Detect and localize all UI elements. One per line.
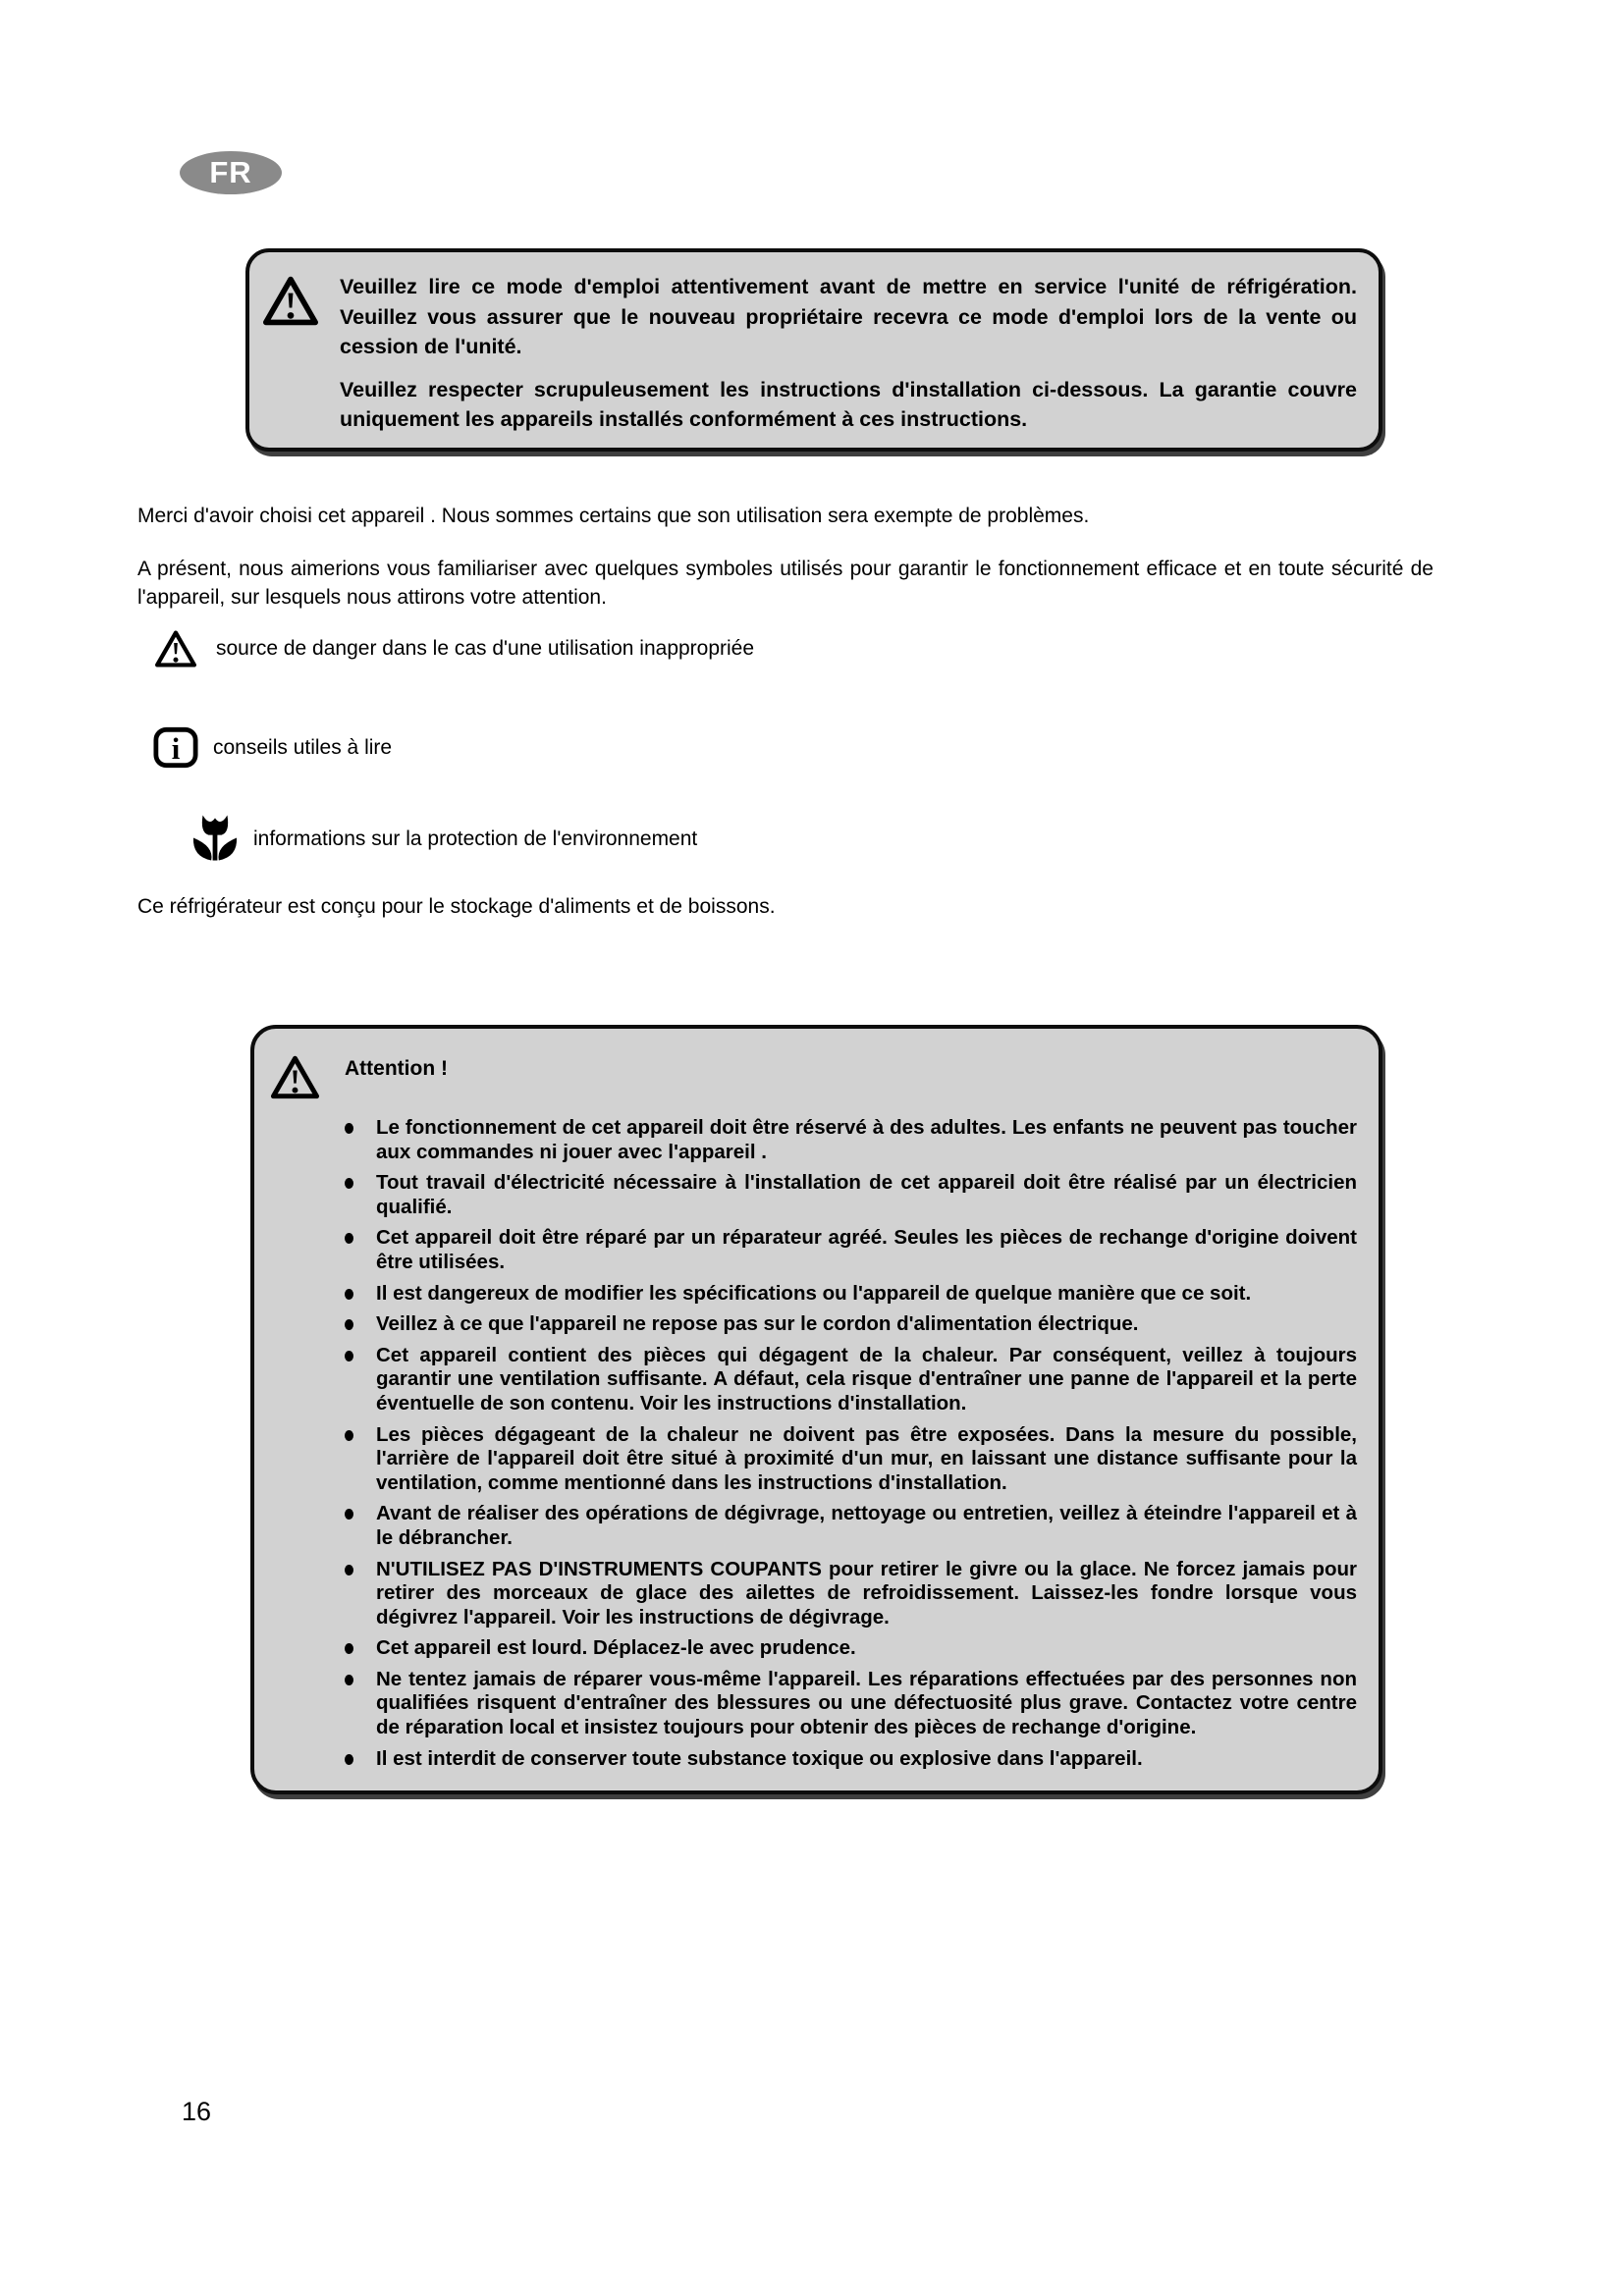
symbol-label: informations sur la protection de l'environnement — [253, 827, 698, 850]
language-badge — [180, 151, 282, 194]
notice-paragraph: Veuillez lire ce mode d'emploi attentivement avant de mettre en service l'unité de réfrigération. Veuillez vous assurer que le nouveau propriétaire recevra ce mode d'emploi lors de la vente ou cession de l'unité. — [340, 275, 1357, 359]
attention-item: Veillez à ce que l'appareil ne repose pas sur le cordon d'alimentation électrique. — [376, 1312, 1357, 1337]
attention-item: Avant de réaliser des opérations de dégivrage, nettoyage ou entretien, veillez à éteindre l'appareil et à le débrancher. — [376, 1502, 1357, 1549]
attention-item: Il est dangereux de modifier les spécifications ou l'appareil de quelque manière que ce soit. — [376, 1282, 1357, 1307]
language-badge-label: FR — [209, 155, 252, 189]
symbol-row-info — [153, 726, 392, 769]
attention-item: Il est interdit de conserver toute substance toxique ou explosive dans l'appareil. — [376, 1747, 1357, 1772]
attention-box — [250, 1025, 1382, 1794]
attention-item: Cet appareil contient des pièces qui dégagent de la chaleur. Par conséquent, veillez à toujours garantir une ventilation suffisante. A défaut, cela risque d'entraîner une panne de l'appareil et la perte éventuelle de son contenu. Voir les instructions d'installation. — [376, 1343, 1357, 1415]
symbol-label: conseils utiles à lire — [213, 735, 393, 759]
attention-item: Tout travail d'électricité nécessaire à l'installation de cet appareil doit être réalisé par un électricien qualifié. — [376, 1171, 1357, 1218]
warning-triangle-icon — [263, 272, 318, 432]
top-notice-text — [340, 272, 1357, 432]
attention-item: Le fonctionnement de cet appareil doit être réservé à des adultes. Les enfants ne peuvent pas toucher aux commandes ni jouer avec l'appareil . — [376, 1116, 1357, 1163]
symbol-row-danger — [155, 624, 754, 673]
attention-header — [266, 1055, 1357, 1099]
purpose-text: Ce réfrigérateur est conçu pour le stockage d'aliments et de boissons. — [137, 895, 776, 918]
attention-title: Attention ! — [345, 1057, 448, 1080]
info-icon — [153, 726, 198, 769]
symbol-row-environment — [192, 815, 697, 863]
notice-paragraph: Veuillez respecter scrupuleusement les instructions d'installation ci-dessous. La garantie couvre uniquement les appareils installés conformément à ces instructions. — [340, 377, 1357, 432]
attention-list — [266, 1116, 1357, 1771]
attention-item: Les pièces dégageant de la chaleur ne doivent pas être exposées. Dans la mesure du possible, l'arrière de l'appareil doit être situé à proximité d'un mur, en laissant une distance suffisante pour la ventilation, comme mentionné dans les instructions d'installation. — [376, 1422, 1357, 1494]
attention-item: Cet appareil doit être réparé par un réparateur agréé. Seules les pièces de rechange d'origine doivent être utilisées. — [376, 1226, 1357, 1273]
attention-item: Ne tentez jamais de réparer vous-même l'appareil. Les réparations effectuées par des personnes non qualifiées risquent d'entraîner des blessures ou une défectuosité plus grave. Contactez votre centre de réparation local et insistez toujours pour obtenir des pièces de rechange d'origine. — [376, 1667, 1357, 1739]
svg-text:i: i — [171, 732, 181, 766]
intro-paragraph: A présent, nous aimerions vous familiariser avec quelques symboles utilisés pour garantir le fonctionnement efficace et en toute sécurité de l'appareil, sur lesquels nous attirons votre attention. — [137, 558, 1434, 609]
attention-item: Cet appareil est lourd. Déplacez-le avec prudence. — [376, 1636, 1357, 1661]
warning-triangle-icon — [155, 624, 196, 673]
warning-triangle-icon — [266, 1055, 324, 1099]
top-notice-box — [245, 248, 1382, 452]
environment-flower-icon — [192, 815, 238, 863]
page-number: 16 — [182, 2097, 212, 2126]
intro-paragraph: Merci d'avoir choisi cet appareil . Nous sommes certains que son utilisation sera exempte de problèmes. — [137, 505, 1090, 527]
symbol-label: source de danger dans le cas d'une utilisation inappropriée — [216, 637, 755, 660]
attention-item: N'UTILISEZ PAS D'INSTRUMENTS COUPANTS pour retirer le givre ou la glace. Ne forcez jamais pour retirer des morceaux de glace des ailettes de refroidissement. Laissez-les fondre lorsque vous dégivrez l'appareil. Voir les instructions de dégivrage. — [376, 1557, 1357, 1629]
